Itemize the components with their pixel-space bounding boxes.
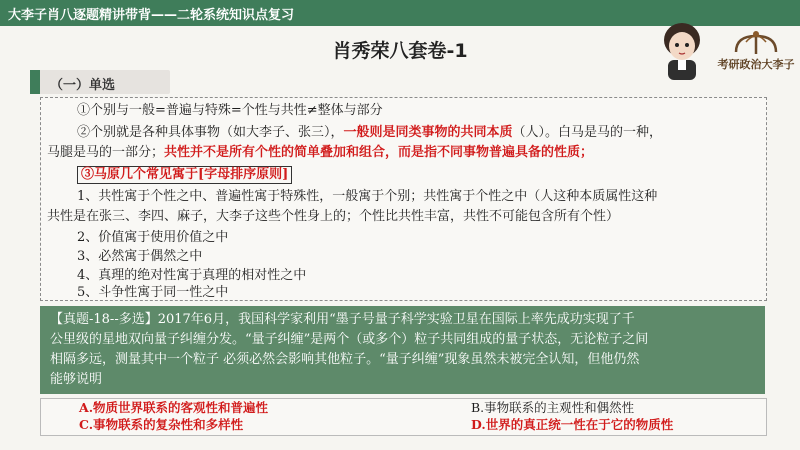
note-line-3	[47, 144, 593, 162]
note-line-7: 2、价值寓于使用价值之中	[77, 230, 229, 245]
note-line-9: 4、真理的绝对性寓于真理的相对性之中	[77, 268, 307, 283]
question-line-1: 【真题-18--多选】2017年6月，我国科学家利用“墨子号量子科学实验卫星在国际上率先成功实现了千	[50, 312, 635, 327]
note-line-3a: 马腿是马的一部分；	[47, 145, 165, 160]
question-line-2: 公里级的星地双向量子纠缠分发。“量子纠缠”是两个（或多个）粒子共同组成的量子状态，无论粒子之间	[50, 332, 649, 347]
question-line-4: 能够说明	[50, 372, 103, 387]
note-line-2a: ②个别就是各种具体事物（如大李子、张三），	[77, 125, 344, 140]
brand-text: 考研政治大李子	[717, 58, 795, 71]
section-label: （一）单选	[50, 78, 116, 93]
course-title: 大李子肖八逐题精讲带背——二轮系统知识点复习	[8, 8, 295, 23]
option-c[interactable]: C.事物联系的复杂性和多样性	[79, 417, 244, 432]
note-line-3-highlight: 共性并不是所有个性的简单叠加和组合，而是指不同事物普遍具备的性质；	[164, 145, 594, 160]
option-a[interactable]: A.物质世界联系的客观性和普遍性	[79, 400, 269, 415]
note-line-2-highlight: 一般则是同类事物的共同本质	[343, 125, 513, 140]
knowledge-notes-box	[40, 97, 767, 301]
note-line-6: 共性是在张三、李四、麻子，大李子这些个性身上的；个性比共性丰富，共性不可能包含所有个性）	[47, 209, 620, 224]
section-marker	[30, 70, 40, 94]
slide-title: 肖秀荣八套卷-1	[332, 40, 468, 62]
avatar	[652, 18, 712, 80]
option-d[interactable]: D.世界的真正统一性在于它的物质性	[471, 417, 674, 432]
note-line-1: ①个别与一般=普遍与特殊=个性与共性≠整体与部分	[77, 103, 383, 118]
option-b[interactable]: B.事物联系的主观性和偶然性	[471, 400, 635, 415]
note-line-2	[77, 124, 662, 142]
note-line-5: 1、共性寓于个性之中、普遍性寓于特殊性，一般寓于个别；共性寓于个性之中（人这种本质属性这种	[77, 189, 658, 204]
note-line-4	[77, 166, 292, 184]
answer-options	[40, 398, 767, 436]
note-line-2c: （人）。白马是马的一种，	[512, 125, 663, 140]
note-line-10: 5、斗争性寓于同一性之中	[77, 285, 229, 300]
question-line-3: 相隔多远，测量其中一个粒子 必须必然会影响其他粒子。“量子纠缠”现象虽然未被完全认知，但他仍然	[50, 352, 640, 367]
question-box	[40, 306, 765, 394]
note-line-8: 3、必然寓于偶然之中	[77, 249, 203, 264]
note-line-4-boxed: ③马原几个常见寓于[字母排序原则]	[77, 166, 292, 184]
